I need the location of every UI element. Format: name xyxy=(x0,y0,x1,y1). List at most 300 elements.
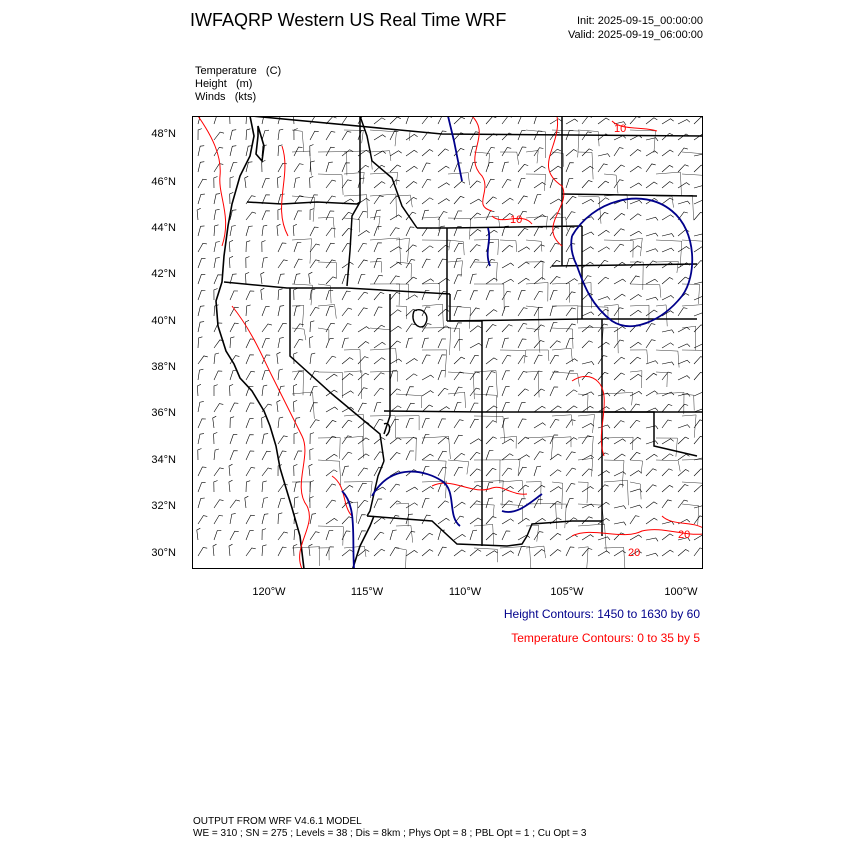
wind-barb xyxy=(262,468,272,476)
wind-barb xyxy=(550,260,560,268)
wind-barb xyxy=(262,324,272,332)
wind-barb xyxy=(261,272,265,284)
temp-label-20b: 20 xyxy=(628,547,641,559)
wind-barb xyxy=(358,211,367,220)
wind-barb xyxy=(358,327,370,332)
wind-barb xyxy=(454,243,463,252)
wind-barb xyxy=(326,470,337,476)
map-frame xyxy=(193,117,703,569)
county-line xyxy=(318,217,335,237)
wind-barb xyxy=(646,217,658,220)
wind-barb xyxy=(678,120,690,125)
wind-barb xyxy=(294,464,298,476)
county-line xyxy=(578,152,593,179)
wind-barb xyxy=(454,502,465,508)
wind-barb xyxy=(213,416,217,428)
wind-barb xyxy=(534,452,544,460)
wind-barb xyxy=(230,531,239,540)
wind-barb xyxy=(646,553,658,556)
wind-barb xyxy=(486,533,497,540)
county-line xyxy=(604,240,633,258)
county-line xyxy=(604,480,628,505)
wind-barb xyxy=(614,165,625,172)
wind-barb xyxy=(582,247,594,252)
wind-barb xyxy=(230,337,234,348)
wind-barb xyxy=(422,259,431,268)
wind-barb xyxy=(454,534,466,540)
county-line xyxy=(370,416,396,439)
wind-barb xyxy=(342,262,354,268)
wind-barb xyxy=(518,467,527,476)
wind-barb xyxy=(358,275,365,285)
wind-barb xyxy=(374,243,382,252)
wind-barb xyxy=(646,118,657,124)
wind-barb xyxy=(358,260,368,268)
wind-barb xyxy=(214,515,223,524)
wind-barb xyxy=(406,338,413,348)
wind-barb xyxy=(614,421,625,428)
wind-barb xyxy=(230,370,237,380)
wind-barb xyxy=(662,485,673,492)
footer-config: WE = 310 ; SN = 275 ; Levels = 38 ; Dis = 8km ; Phys Opt = 8 ; PBL Opt = 1 ; Cu Opt = 3 xyxy=(193,828,587,839)
wind-barb xyxy=(294,306,300,316)
wind-barb xyxy=(246,419,254,428)
wind-barb xyxy=(646,518,657,524)
wind-barb xyxy=(278,513,282,524)
county-line xyxy=(344,436,363,458)
wind-barb xyxy=(662,454,673,460)
county-line xyxy=(526,262,543,280)
county-line xyxy=(318,174,343,195)
wind-barb xyxy=(454,211,462,220)
wind-barb xyxy=(662,278,673,285)
wind-barb xyxy=(566,452,576,460)
wind-barb xyxy=(342,150,353,156)
wind-barb xyxy=(454,339,463,348)
wind-barb xyxy=(278,289,283,300)
wind-barb xyxy=(278,163,287,172)
county-line xyxy=(500,546,531,569)
wind-barb xyxy=(214,177,218,189)
wind-barb xyxy=(678,404,688,412)
temperature-contours xyxy=(198,116,703,569)
wind-barb xyxy=(550,323,557,333)
wind-barb xyxy=(582,548,592,556)
wind-barb xyxy=(614,472,626,476)
wind-barb xyxy=(550,277,560,285)
wind-barb xyxy=(566,499,574,508)
wind-barb xyxy=(598,471,610,476)
wind-barb xyxy=(406,437,417,444)
county-line xyxy=(552,283,569,303)
lon-label-115: 115°W xyxy=(350,586,384,598)
wind-barb xyxy=(678,470,689,477)
wind-barb xyxy=(294,497,299,508)
lon-label-100: 100°W xyxy=(664,586,698,598)
county-line xyxy=(656,261,678,273)
wind-barb xyxy=(374,499,382,508)
wind-barb xyxy=(374,118,385,124)
wind-barb xyxy=(246,257,250,269)
county-line xyxy=(448,392,466,408)
wind-barb xyxy=(262,211,270,220)
wind-barb xyxy=(422,198,433,204)
county-line xyxy=(422,436,450,459)
wind-barb xyxy=(214,275,222,284)
wind-barb xyxy=(214,194,220,204)
wind-barb xyxy=(438,199,450,204)
wind-barb xyxy=(438,326,449,332)
wind-barb xyxy=(678,437,689,444)
wind-barb xyxy=(262,241,266,253)
wind-barb xyxy=(646,279,658,284)
wind-barb xyxy=(582,423,594,428)
wind-barb xyxy=(534,194,541,204)
wind-barb xyxy=(422,375,434,380)
wind-barb xyxy=(550,420,559,429)
wind-barb xyxy=(566,150,577,157)
wind-barb xyxy=(358,342,369,349)
wind-barb xyxy=(390,501,401,508)
wind-barb xyxy=(566,438,577,444)
wind-barb xyxy=(246,129,250,140)
wind-barb xyxy=(502,531,510,540)
wind-barb xyxy=(630,246,641,252)
wind-barb xyxy=(390,419,399,428)
wind-barb xyxy=(470,469,481,476)
wind-barb xyxy=(518,547,525,557)
wind-barb xyxy=(598,551,610,556)
wind-barb xyxy=(534,406,546,412)
wind-barb xyxy=(374,258,381,268)
county-line xyxy=(630,284,661,298)
wind-barb xyxy=(662,362,674,365)
wind-barb xyxy=(598,154,610,157)
wind-barb xyxy=(582,312,594,316)
wind-barb xyxy=(422,338,429,348)
wind-barb xyxy=(470,372,480,380)
wind-barb xyxy=(245,176,249,188)
wind-barb xyxy=(566,292,576,300)
lat-label-30: 30°N xyxy=(151,547,176,559)
wind-barb xyxy=(486,372,495,380)
wind-barb xyxy=(470,291,478,300)
wind-barb xyxy=(342,550,353,556)
wind-barb xyxy=(326,420,336,428)
wind-barb xyxy=(342,163,350,172)
wind-barb xyxy=(294,324,304,332)
wind-barb xyxy=(630,489,642,492)
county-line xyxy=(318,438,340,459)
wind-barb xyxy=(550,355,559,364)
wind-barb xyxy=(198,322,204,332)
wind-barb xyxy=(310,514,316,524)
wind-barb xyxy=(422,116,432,124)
wind-barb xyxy=(197,384,201,396)
wind-barb xyxy=(518,403,526,412)
wind-barb xyxy=(230,417,234,428)
wind-barb xyxy=(566,371,574,380)
wind-barb xyxy=(486,406,497,412)
wind-barb xyxy=(422,179,431,188)
wind-barb xyxy=(422,150,433,157)
county-line xyxy=(396,548,406,569)
county-line xyxy=(448,218,471,240)
county-line xyxy=(370,216,380,230)
wind-barb xyxy=(310,260,320,268)
wind-barb xyxy=(534,389,545,396)
wind-barb xyxy=(262,481,267,492)
wind-barb xyxy=(229,480,233,492)
wind-barb xyxy=(214,371,222,380)
wind-barb xyxy=(694,535,703,540)
wind-barb xyxy=(198,179,207,188)
wind-barb xyxy=(582,469,593,476)
wind-barb xyxy=(342,420,352,428)
wind-barb xyxy=(486,468,496,476)
wind-barb xyxy=(662,404,672,412)
wind-barb xyxy=(390,276,400,284)
plot-title: IWFAQRP Western US Real Time WRF xyxy=(190,10,507,30)
wind-barb xyxy=(630,420,640,428)
wind-barb xyxy=(646,502,657,508)
wind-barb xyxy=(678,134,689,140)
wind-barb xyxy=(230,451,238,460)
county-line xyxy=(292,547,320,566)
wind-barb xyxy=(438,278,450,284)
wind-barb xyxy=(630,452,640,460)
wind-barb xyxy=(550,550,561,557)
wind-barb xyxy=(518,247,530,252)
county-line xyxy=(292,284,312,305)
wind-barb xyxy=(502,454,513,460)
wind-barb xyxy=(262,307,270,316)
wind-barb xyxy=(310,308,319,317)
wind-barb xyxy=(582,341,593,348)
wind-barb xyxy=(662,550,674,556)
wind-barb xyxy=(694,357,703,364)
wind-barb xyxy=(310,321,314,332)
wind-barb xyxy=(278,260,288,268)
wind-barb xyxy=(630,276,640,284)
wind-barb xyxy=(342,374,353,381)
wind-barb xyxy=(198,434,204,444)
wind-barb xyxy=(422,419,430,428)
wind-barb xyxy=(262,225,267,236)
wind-barb xyxy=(422,228,431,236)
wind-barb xyxy=(246,531,254,540)
wind-barb xyxy=(326,211,334,220)
wind-barb xyxy=(582,132,592,140)
wind-barb xyxy=(630,471,642,476)
wind-barb xyxy=(294,544,298,556)
wind-barb xyxy=(630,310,642,316)
wind-barb xyxy=(502,551,514,556)
wind-barb xyxy=(502,439,514,444)
wind-barb xyxy=(486,421,497,428)
wind-barb xyxy=(470,326,481,332)
wind-barb xyxy=(310,289,315,300)
wind-barb xyxy=(213,544,217,556)
county-line xyxy=(318,305,336,319)
wind-barb xyxy=(390,530,397,540)
wind-barb xyxy=(358,231,370,237)
wind-barb xyxy=(614,357,625,364)
wind-barb xyxy=(277,224,281,236)
county-line xyxy=(604,460,624,488)
wind-barb xyxy=(198,243,207,252)
wind-barb xyxy=(438,451,447,460)
wind-barb xyxy=(294,274,300,284)
wind-barb xyxy=(550,501,561,508)
wind-barb xyxy=(486,260,495,269)
wind-barb xyxy=(246,548,256,556)
wind-barb xyxy=(614,213,625,220)
wind-barb xyxy=(550,341,561,348)
wind-barb xyxy=(502,291,511,300)
wind-barb xyxy=(390,262,402,268)
county-line xyxy=(552,504,566,528)
wind-barb xyxy=(390,310,401,316)
wind-barb xyxy=(598,164,608,172)
wind-barb xyxy=(566,468,576,476)
county-line xyxy=(526,372,539,398)
wind-barb xyxy=(390,516,399,525)
wind-barb xyxy=(294,288,298,300)
wind-barb xyxy=(326,407,338,412)
wind-barb xyxy=(390,548,399,557)
county-line xyxy=(344,349,361,373)
wind-barb xyxy=(230,226,236,237)
wind-barb xyxy=(454,467,463,476)
wind-barb xyxy=(293,384,297,396)
wind-barb xyxy=(374,549,385,556)
wind-barb xyxy=(550,119,562,124)
wind-barb xyxy=(518,262,529,268)
county-line xyxy=(656,172,682,196)
wind-barb xyxy=(230,384,234,396)
wind-barb xyxy=(646,454,658,460)
wind-barb xyxy=(246,241,250,252)
wind-barb xyxy=(550,435,558,444)
wind-barb xyxy=(358,373,369,380)
wind-barb xyxy=(566,359,578,364)
county-line xyxy=(656,240,682,267)
wind-barb xyxy=(438,547,447,556)
wind-barb xyxy=(198,306,204,316)
wind-barb xyxy=(358,130,365,140)
wind-barb xyxy=(422,435,429,445)
wind-barb xyxy=(662,263,674,269)
wind-barb xyxy=(198,146,204,156)
county-line xyxy=(656,372,667,387)
wind-barb xyxy=(422,499,429,509)
county-line xyxy=(630,371,642,388)
county-line xyxy=(370,284,400,306)
wind-barb xyxy=(230,116,234,124)
wind-barb xyxy=(454,403,461,413)
wind-barb xyxy=(470,274,477,284)
wind-barb xyxy=(694,154,703,157)
county-line xyxy=(474,524,494,544)
wind-barb xyxy=(422,487,434,492)
wind-barb xyxy=(598,537,610,540)
wind-barb xyxy=(246,481,250,492)
wind-barb xyxy=(550,243,559,252)
lon-label-110: 110°W xyxy=(448,586,482,598)
wind-barb xyxy=(374,358,385,364)
wind-barb xyxy=(534,532,543,540)
county-line xyxy=(474,239,499,255)
valid-time: Valid: 2025-09-19_06:00:00 xyxy=(568,29,703,41)
wind-barb xyxy=(278,369,283,380)
wind-barb xyxy=(342,116,352,124)
wind-barb xyxy=(694,185,703,188)
map-plot xyxy=(192,116,703,569)
county-line xyxy=(370,194,397,217)
field-height: Height (m) xyxy=(195,78,253,90)
wind-barb xyxy=(262,130,269,140)
wind-barb xyxy=(214,385,218,396)
wind-barb xyxy=(486,162,493,172)
wind-barb xyxy=(502,355,511,364)
wind-barb xyxy=(518,389,529,396)
county-line xyxy=(526,328,540,353)
wind-barb xyxy=(454,372,464,380)
wind-barb xyxy=(262,179,270,188)
county-line xyxy=(500,459,520,474)
wind-barb xyxy=(470,403,478,412)
lat-label-42: 42°N xyxy=(151,268,176,280)
wind-barb xyxy=(277,400,281,412)
wind-barb xyxy=(470,308,480,316)
wind-barb xyxy=(358,178,365,188)
wind-barb xyxy=(277,352,281,364)
wind-barb xyxy=(326,243,335,252)
county-line xyxy=(344,195,368,218)
wind-barb xyxy=(630,150,641,157)
wind-barb xyxy=(246,339,254,348)
wind-barb xyxy=(438,518,450,524)
wind-barb xyxy=(326,484,336,492)
wind-barb xyxy=(374,342,386,348)
wind-barb xyxy=(470,199,482,204)
wind-barb xyxy=(214,353,219,364)
wind-barb xyxy=(438,355,446,364)
wind-barb xyxy=(454,307,462,317)
wind-barb xyxy=(294,451,302,460)
county-line xyxy=(292,392,314,419)
wind-barb xyxy=(230,146,236,156)
wind-barb xyxy=(326,436,336,444)
wind-barb xyxy=(390,438,401,444)
wind-barb xyxy=(214,209,220,220)
wind-barb xyxy=(326,277,337,284)
wind-barb xyxy=(502,468,512,476)
wind-barb xyxy=(566,196,576,204)
wind-barb xyxy=(646,373,657,380)
wind-barb xyxy=(246,435,254,444)
wind-barb xyxy=(294,259,303,268)
footer-model: OUTPUT FROM WRF V4.6.1 MODEL xyxy=(193,816,362,827)
wind-barb xyxy=(534,439,546,444)
wind-barb xyxy=(406,245,417,252)
county-line xyxy=(422,283,440,298)
wind-barb xyxy=(326,547,334,556)
wind-barb xyxy=(198,483,206,492)
county-line xyxy=(396,306,407,319)
wind-barb xyxy=(630,295,642,301)
